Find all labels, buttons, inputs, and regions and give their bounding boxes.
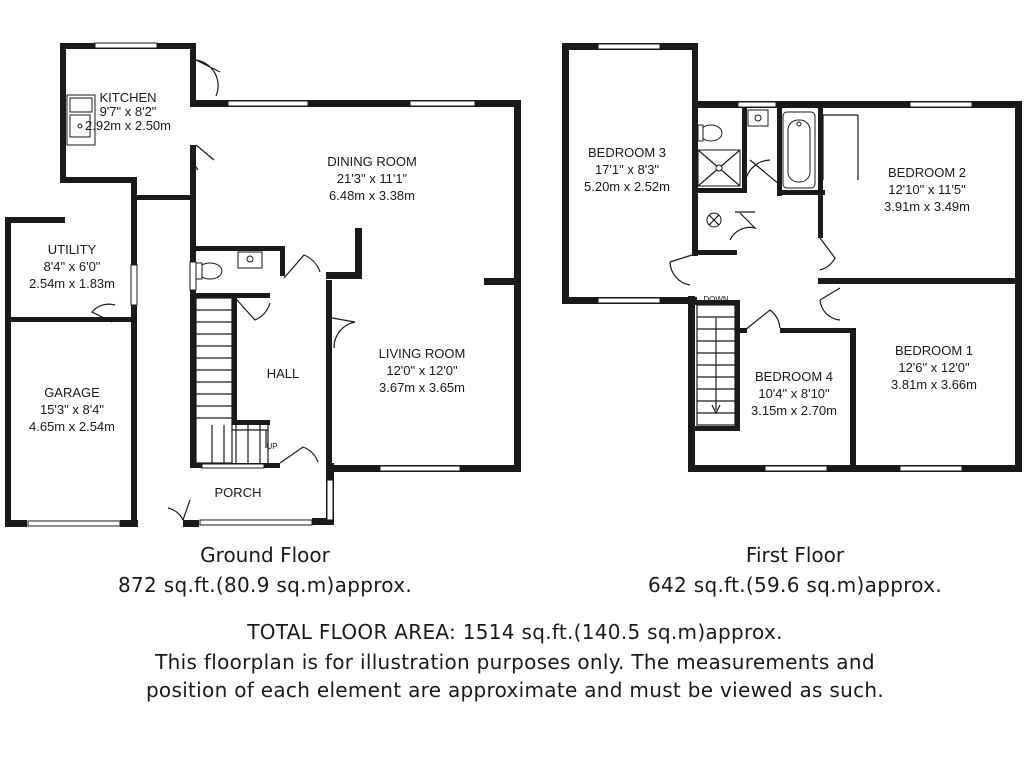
first-staircase [697,305,735,425]
dining-metric: 6.48m x 3.38m [329,188,415,203]
hob-icon [70,98,92,112]
basin-icon [748,110,768,126]
kitchen-name: KITCHEN [99,90,157,105]
room-dining [327,154,417,203]
bedroom2-metric: 3.91m x 3.49m [884,199,970,214]
room-bedroom4 [751,369,837,418]
wc-icon [196,263,222,279]
bedroom2-name: BEDROOM 2 [887,165,967,180]
bedroom3-imperial: 17'1" x 8'3" [594,162,660,177]
living-imperial: 12'0" x 12'0" [386,363,458,378]
boiler-icon [707,213,721,227]
utility-metric: 2.54m x 1.83m [29,276,115,291]
utility-imperial: 8'4" x 6'0" [43,259,101,274]
first-floor-title: First Floor [745,543,845,567]
room-kitchen [85,90,171,133]
bedroom2-imperial: 12'10" x 11'5" [888,182,966,197]
kitchen-metric: 2.92m x 2.50m [85,118,171,133]
bath-icon [783,112,815,188]
disclaimer-text: This floorplan is for illustration purposes only. The measurements and position of each element are approximate and must be viewed as such. [145,650,885,702]
room-bedroom3 [584,145,670,194]
ground-floor-area: 872 sq.ft.(80.9 sq.m)approx. [118,573,412,597]
porch-name: PORCH [214,485,262,500]
room-bedroom2 [884,165,970,214]
kitchen-imperial: 9'7" x 8'2" [99,104,157,119]
first-floor-area: 642 sq.ft.(59.6 sq.m)approx. [648,573,942,597]
utility-name: UTILITY [47,242,97,257]
room-labels [29,90,977,500]
garage-name: GARAGE [44,385,100,400]
total-floor-area: TOTAL FLOOR AREA: 1514 sq.ft.(140.5 sq.m)approx. [247,620,783,644]
bedroom1-metric: 3.81m x 3.66m [891,377,977,392]
bedroom1-name: BEDROOM 1 [894,343,974,358]
bedroom3-metric: 5.20m x 2.52m [584,179,670,194]
room-living [379,346,466,395]
hall-name: HALL [266,366,300,381]
stairs-down-label: DOWN [703,295,729,304]
dining-imperial: 21'3" x 11'1" [336,171,408,186]
stairs-up-label: UP [266,442,278,451]
bedroom4-metric: 3.15m x 2.70m [751,403,837,418]
dining-name: DINING ROOM [327,154,417,169]
living-metric: 3.67m x 3.65m [379,380,465,395]
garage-metric: 4.65m x 2.54m [29,419,115,434]
room-porch [215,485,262,500]
shower-icon [698,150,740,186]
ground-staircase [196,298,268,463]
living-name: LIVING ROOM [378,346,466,361]
garage-imperial: 15'3" x 8'4" [39,402,105,417]
wc-icon [698,125,722,141]
room-utility [29,242,115,291]
bedroom1-imperial: 12'6" x 12'0" [898,360,970,375]
room-garage [29,385,115,434]
room-bedroom1 [891,343,977,392]
basin-icon [238,252,262,268]
bedroom4-name: BEDROOM 4 [754,369,834,384]
bedroom4-imperial: 10'4" x 8'10" [758,386,830,401]
room-hall [267,366,300,381]
bedroom3-name: BEDROOM 3 [587,145,667,160]
ground-floor-title: Ground Floor [200,543,330,567]
